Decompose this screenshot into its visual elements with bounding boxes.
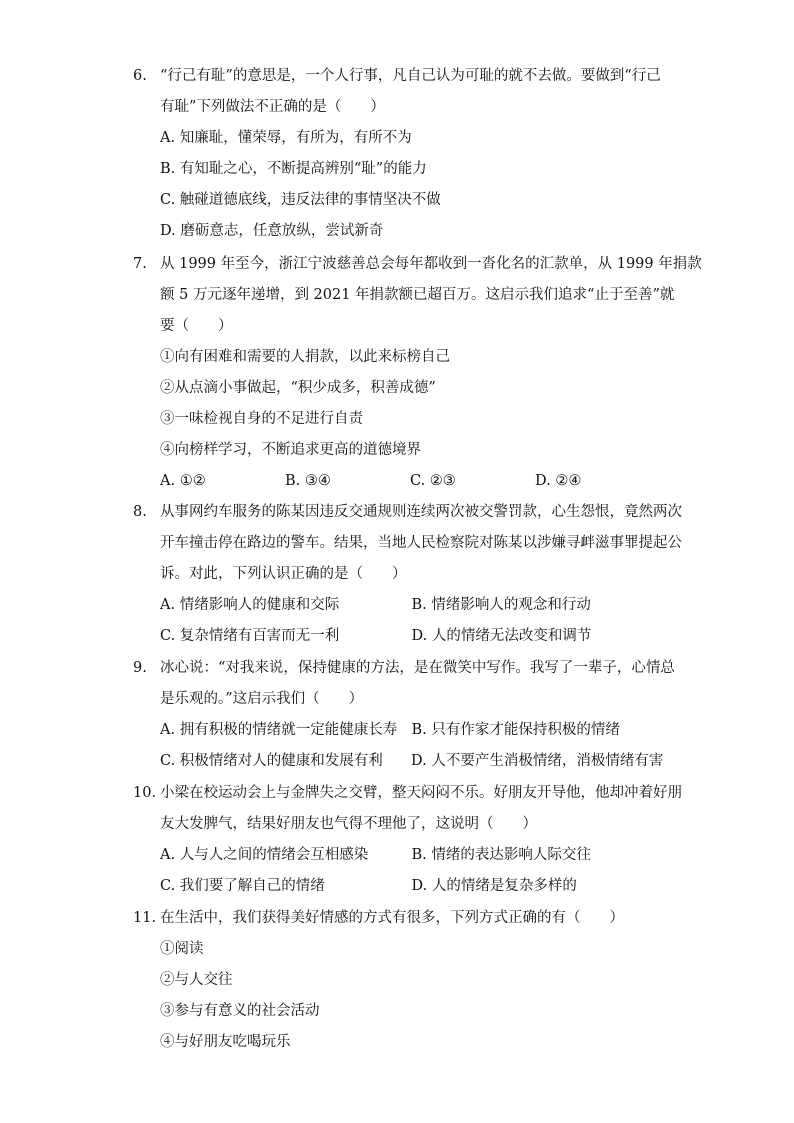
statement-item: ②与人交往 [160, 972, 233, 988]
question-text-line: 从事网约车服务的陈某因违反交通规则连续两次被交警罚款，心生怨恨，竟然两次 [160, 504, 682, 520]
option-c: C. 触碰道德底线，违反法律的事情坚决不做 [160, 192, 441, 208]
option-d: D. 人的情绪是复杂多样的 [411, 878, 577, 894]
question-text-line: 从 1999 年至今，浙江宁波慈善总会每年都收到一沓化名的汇款单，从 1999 年捐款 [160, 256, 702, 272]
option-a: A. 情绪影响人的健康和交际 [160, 597, 340, 613]
statement-item: ①向有困难和需要的人捐款，以此来标榜自己 [160, 349, 450, 365]
question-text-line: 小梁在校运动会上与金牌失之交臂，整天闷闷不乐。好朋友开导他，他却冲着好朋 [160, 785, 682, 801]
question-text-line: 是乐观的。”这启示我们（ ） [160, 691, 364, 707]
option-b: B. 只有作家才能保持积极的情绪 [411, 722, 620, 738]
option-a: A. 知廉耻，懂荣辱，有所为，有所不为 [160, 130, 412, 146]
question-6 [133, 61, 663, 247]
option-d: D. 人的情绪无法改变和调节 [411, 628, 592, 644]
question-number: 11. [133, 910, 157, 926]
option-d: D. ②④ [535, 473, 582, 489]
question-number: 10. [133, 785, 157, 801]
question-7 [133, 249, 702, 497]
option-a: A. ①② [160, 473, 206, 489]
option-a: A. 人与人之间的情绪会互相感染 [160, 847, 369, 863]
question-text-line: 冰心说：“对我来说，保持健康的方法，是在微笑中写作。我写了一辈子，心情总 [160, 660, 675, 676]
statement-item: ①阅读 [160, 941, 204, 957]
question-number: 9. [133, 660, 147, 676]
option-b: B. ③④ [285, 473, 331, 489]
option-c: C. ②③ [410, 473, 456, 489]
question-text-line: 在生活中，我们获得美好情感的方式有很多，下列方式正确的有（ ） [160, 910, 624, 926]
question-text-line: “行己有耻”的意思是，一个人行事，凡自己认为可耻的就不去做。要做到“行己 [160, 68, 661, 84]
question-text-line: 友大发脾气，结果好朋友也气得不理他了，这说明（ ） [160, 816, 537, 832]
option-d: D. 磨砺意志，任意放纵，尝试新奇 [160, 223, 384, 239]
option-c: C. 积极情绪对人的健康和发展有利 [160, 753, 383, 769]
question-9 [133, 653, 675, 777]
option-c: C. 复杂情绪有百害而无一利 [160, 628, 340, 644]
statement-item: ④与好朋友吃喝玩乐 [160, 1034, 291, 1050]
question-text-line: 有耻”下列做法不正确的是（ ） [160, 99, 385, 115]
statement-item: ③一味检视自身的不足进行自责 [160, 411, 363, 427]
statement-item: ③参与有意义的社会活动 [160, 1003, 320, 1019]
question-11 [133, 903, 663, 1058]
question-number: 8. [133, 504, 147, 520]
question-text-line: 额 5 万元逐年递增，到 2021 年捐款额已超百万。这启示我们追求“止于至善”就 [160, 287, 675, 303]
statement-item: ④向榜样学习，不断追求更高的道德境界 [160, 442, 421, 458]
question-number: 6. [133, 68, 147, 84]
question-text-line: 诉。对此，下列认识正确的是（ ） [160, 566, 407, 582]
option-b: B. 情绪影响人的观念和行动 [411, 597, 591, 613]
option-c: C. 我们要了解自己的情绪 [160, 878, 325, 894]
question-number: 7. [133, 256, 147, 272]
option-b: B. 情绪的表达影响人际交往 [411, 847, 591, 863]
option-b: B. 有知耻之心，不断提高辨别“耻”的能力 [160, 161, 427, 177]
question-10 [133, 778, 682, 902]
option-a: A. 拥有积极的情绪就一定能健康长寿 [160, 722, 398, 738]
option-d: D. 人不要产生消极情绪，消极情绪有害 [411, 753, 664, 769]
question-text-line: 要（ ） [160, 318, 233, 334]
statement-item: ②从点滴小事做起，“积少成多，积善成德” [160, 380, 436, 396]
question-text-line: 开车撞击停在路边的警车。结果，当地人民检察院对陈某以涉嫌寻衅滋事罪提起公 [160, 535, 682, 551]
question-8 [133, 497, 682, 652]
